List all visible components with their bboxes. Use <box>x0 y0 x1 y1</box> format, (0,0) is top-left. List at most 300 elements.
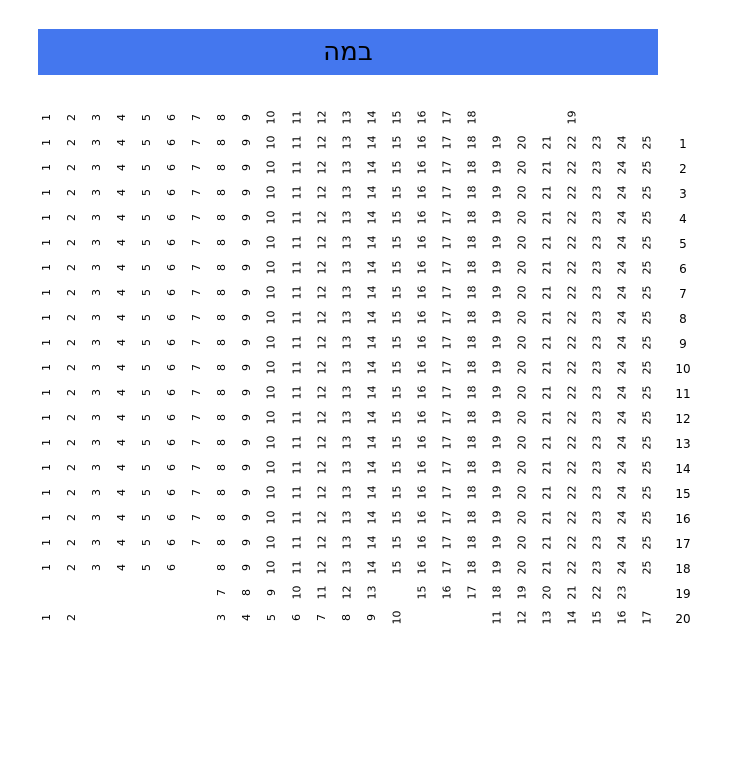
seat[interactable] <box>436 206 458 228</box>
seat[interactable] <box>536 156 558 178</box>
seat[interactable] <box>561 556 583 578</box>
seat[interactable] <box>35 131 57 153</box>
seat[interactable] <box>636 506 658 528</box>
seat[interactable] <box>60 131 82 153</box>
seat[interactable] <box>361 381 383 403</box>
seat[interactable] <box>486 256 508 278</box>
seat[interactable] <box>436 356 458 378</box>
seat[interactable] <box>135 231 157 253</box>
seat[interactable] <box>361 106 383 128</box>
seat[interactable] <box>185 281 207 303</box>
seat[interactable] <box>286 381 308 403</box>
seat[interactable] <box>461 306 483 328</box>
seat[interactable] <box>586 431 608 453</box>
seat[interactable] <box>386 231 408 253</box>
seat[interactable] <box>586 131 608 153</box>
seat[interactable] <box>411 331 433 353</box>
seat[interactable] <box>311 506 333 528</box>
seat[interactable] <box>110 331 132 353</box>
seat[interactable] <box>436 281 458 303</box>
seat[interactable] <box>361 506 383 528</box>
seat[interactable] <box>411 156 433 178</box>
seat[interactable] <box>160 431 182 453</box>
seat[interactable] <box>185 156 207 178</box>
seat[interactable] <box>35 456 57 478</box>
seat[interactable] <box>361 431 383 453</box>
seat[interactable] <box>536 406 558 428</box>
seat[interactable] <box>35 531 57 553</box>
seat[interactable] <box>235 556 257 578</box>
seat[interactable] <box>436 431 458 453</box>
seat[interactable] <box>286 406 308 428</box>
seat[interactable] <box>536 506 558 528</box>
seat[interactable] <box>611 456 633 478</box>
seat[interactable] <box>636 306 658 328</box>
seat[interactable] <box>411 256 433 278</box>
seat[interactable] <box>286 256 308 278</box>
seat[interactable] <box>586 481 608 503</box>
seat[interactable] <box>486 606 508 628</box>
seat[interactable] <box>561 331 583 353</box>
seat[interactable] <box>260 556 282 578</box>
seat[interactable] <box>286 506 308 528</box>
seat[interactable] <box>235 281 257 303</box>
seat[interactable] <box>386 331 408 353</box>
seat[interactable] <box>436 406 458 428</box>
seat[interactable] <box>436 531 458 553</box>
seat[interactable] <box>511 156 533 178</box>
seat[interactable] <box>235 231 257 253</box>
seat[interactable] <box>536 231 558 253</box>
seat[interactable] <box>511 181 533 203</box>
seat[interactable] <box>386 256 408 278</box>
seat[interactable] <box>561 431 583 453</box>
seat[interactable] <box>210 581 232 603</box>
seat[interactable] <box>235 381 257 403</box>
seat[interactable] <box>135 456 157 478</box>
seat[interactable] <box>85 356 107 378</box>
seat[interactable] <box>85 181 107 203</box>
seat[interactable] <box>561 581 583 603</box>
seat[interactable] <box>185 181 207 203</box>
seat[interactable] <box>286 531 308 553</box>
seat[interactable] <box>361 456 383 478</box>
seat[interactable] <box>486 556 508 578</box>
seat[interactable] <box>210 156 232 178</box>
seat[interactable] <box>411 306 433 328</box>
seat[interactable] <box>561 106 583 128</box>
seat[interactable] <box>336 306 358 328</box>
seat[interactable] <box>586 581 608 603</box>
seat[interactable] <box>286 456 308 478</box>
seat[interactable] <box>636 156 658 178</box>
seat[interactable] <box>160 456 182 478</box>
seat[interactable] <box>311 256 333 278</box>
seat[interactable] <box>411 106 433 128</box>
seat[interactable] <box>85 406 107 428</box>
seat[interactable] <box>260 531 282 553</box>
seat[interactable] <box>636 331 658 353</box>
seat[interactable] <box>85 306 107 328</box>
seat[interactable] <box>110 531 132 553</box>
seat[interactable] <box>85 381 107 403</box>
seat[interactable] <box>60 281 82 303</box>
seat[interactable] <box>486 406 508 428</box>
seat[interactable] <box>60 606 82 628</box>
seat[interactable] <box>486 581 508 603</box>
seat[interactable] <box>160 181 182 203</box>
seat[interactable] <box>636 256 658 278</box>
seat[interactable] <box>160 531 182 553</box>
seat[interactable] <box>361 606 383 628</box>
seat[interactable] <box>286 106 308 128</box>
seat[interactable] <box>636 381 658 403</box>
seat[interactable] <box>185 206 207 228</box>
seat[interactable] <box>361 256 383 278</box>
seat[interactable] <box>260 231 282 253</box>
seat[interactable] <box>135 481 157 503</box>
seat[interactable] <box>85 131 107 153</box>
seat[interactable] <box>35 381 57 403</box>
seat[interactable] <box>511 506 533 528</box>
seat[interactable] <box>486 131 508 153</box>
seat[interactable] <box>336 106 358 128</box>
seat[interactable] <box>411 231 433 253</box>
seat[interactable] <box>311 131 333 153</box>
seat[interactable] <box>235 131 257 153</box>
seat[interactable] <box>60 306 82 328</box>
seat[interactable] <box>235 506 257 528</box>
seat[interactable] <box>260 256 282 278</box>
seat[interactable] <box>611 306 633 328</box>
seat[interactable] <box>361 231 383 253</box>
seat[interactable] <box>586 231 608 253</box>
seat[interactable] <box>260 206 282 228</box>
seat[interactable] <box>286 606 308 628</box>
seat[interactable] <box>35 231 57 253</box>
seat[interactable] <box>160 556 182 578</box>
seat[interactable] <box>561 206 583 228</box>
seat[interactable] <box>35 606 57 628</box>
seat[interactable] <box>586 281 608 303</box>
seat[interactable] <box>85 156 107 178</box>
seat[interactable] <box>411 356 433 378</box>
seat[interactable] <box>210 531 232 553</box>
seat[interactable] <box>461 256 483 278</box>
seat[interactable] <box>461 156 483 178</box>
seat[interactable] <box>411 181 433 203</box>
seat[interactable] <box>60 431 82 453</box>
seat[interactable] <box>386 306 408 328</box>
seat[interactable] <box>260 456 282 478</box>
seat[interactable] <box>436 156 458 178</box>
seat[interactable] <box>586 381 608 403</box>
seat[interactable] <box>636 231 658 253</box>
seat[interactable] <box>536 531 558 553</box>
seat[interactable] <box>486 181 508 203</box>
seat[interactable] <box>586 556 608 578</box>
seat[interactable] <box>386 606 408 628</box>
seat[interactable] <box>235 256 257 278</box>
seat[interactable] <box>511 381 533 403</box>
seat[interactable] <box>336 481 358 503</box>
seat[interactable] <box>536 206 558 228</box>
seat[interactable] <box>60 231 82 253</box>
seat[interactable] <box>636 606 658 628</box>
seat[interactable] <box>60 331 82 353</box>
seat[interactable] <box>461 356 483 378</box>
seat[interactable] <box>260 106 282 128</box>
seat[interactable] <box>135 206 157 228</box>
seat[interactable] <box>636 356 658 378</box>
seat[interactable] <box>286 556 308 578</box>
seat[interactable] <box>611 406 633 428</box>
seat[interactable] <box>235 106 257 128</box>
seat[interactable] <box>461 556 483 578</box>
seat[interactable] <box>235 606 257 628</box>
seat[interactable] <box>235 331 257 353</box>
seat[interactable] <box>210 331 232 353</box>
seat[interactable] <box>185 106 207 128</box>
seat[interactable] <box>511 331 533 353</box>
seat[interactable] <box>461 106 483 128</box>
seat[interactable] <box>260 281 282 303</box>
seat[interactable] <box>486 231 508 253</box>
seat[interactable] <box>536 356 558 378</box>
seat[interactable] <box>636 181 658 203</box>
seat[interactable] <box>135 331 157 353</box>
seat[interactable] <box>486 331 508 353</box>
seat[interactable] <box>35 106 57 128</box>
seat[interactable] <box>336 581 358 603</box>
seat[interactable] <box>286 181 308 203</box>
seat[interactable] <box>235 531 257 553</box>
seat[interactable] <box>210 256 232 278</box>
seat[interactable] <box>260 131 282 153</box>
seat[interactable] <box>411 406 433 428</box>
seat[interactable] <box>536 256 558 278</box>
seat[interactable] <box>386 531 408 553</box>
seat[interactable] <box>636 206 658 228</box>
seat[interactable] <box>260 156 282 178</box>
seat[interactable] <box>160 331 182 353</box>
seat[interactable] <box>110 456 132 478</box>
seat[interactable] <box>336 406 358 428</box>
seat[interactable] <box>611 381 633 403</box>
seat[interactable] <box>260 481 282 503</box>
seat[interactable] <box>486 531 508 553</box>
seat[interactable] <box>110 356 132 378</box>
seat[interactable] <box>411 281 433 303</box>
seat[interactable] <box>160 156 182 178</box>
seat[interactable] <box>85 256 107 278</box>
seat[interactable] <box>411 531 433 553</box>
seat[interactable] <box>436 231 458 253</box>
seat[interactable] <box>461 406 483 428</box>
seat[interactable] <box>110 506 132 528</box>
seat[interactable] <box>511 556 533 578</box>
seat[interactable] <box>386 181 408 203</box>
seat[interactable] <box>511 531 533 553</box>
seat[interactable] <box>135 256 157 278</box>
seat[interactable] <box>436 581 458 603</box>
seat[interactable] <box>260 406 282 428</box>
seat[interactable] <box>135 406 157 428</box>
seat[interactable] <box>511 131 533 153</box>
seat[interactable] <box>386 481 408 503</box>
seat[interactable] <box>511 456 533 478</box>
seat[interactable] <box>110 406 132 428</box>
seat[interactable] <box>361 406 383 428</box>
seat[interactable] <box>511 206 533 228</box>
seat[interactable] <box>511 606 533 628</box>
seat[interactable] <box>260 431 282 453</box>
seat[interactable] <box>586 156 608 178</box>
seat[interactable] <box>511 356 533 378</box>
seat[interactable] <box>586 506 608 528</box>
seat[interactable] <box>286 306 308 328</box>
seat[interactable] <box>561 356 583 378</box>
seat[interactable] <box>361 306 383 328</box>
seat[interactable] <box>611 256 633 278</box>
seat[interactable] <box>160 356 182 378</box>
seat[interactable] <box>586 306 608 328</box>
seat[interactable] <box>561 456 583 478</box>
seat[interactable] <box>461 456 483 478</box>
seat[interactable] <box>135 281 157 303</box>
seat[interactable] <box>185 531 207 553</box>
seat[interactable] <box>561 256 583 278</box>
seat[interactable] <box>135 531 157 553</box>
seat[interactable] <box>135 506 157 528</box>
seat[interactable] <box>185 481 207 503</box>
seat[interactable] <box>411 581 433 603</box>
seat[interactable] <box>60 256 82 278</box>
seat[interactable] <box>185 356 207 378</box>
seat[interactable] <box>561 156 583 178</box>
seat[interactable] <box>210 231 232 253</box>
seat[interactable] <box>436 106 458 128</box>
seat[interactable] <box>586 256 608 278</box>
seat[interactable] <box>611 356 633 378</box>
seat[interactable] <box>235 156 257 178</box>
seat[interactable] <box>60 206 82 228</box>
seat[interactable] <box>311 106 333 128</box>
seat[interactable] <box>260 381 282 403</box>
seat[interactable] <box>361 531 383 553</box>
seat[interactable] <box>336 131 358 153</box>
seat[interactable] <box>160 106 182 128</box>
seat[interactable] <box>110 481 132 503</box>
seat[interactable] <box>611 281 633 303</box>
seat[interactable] <box>511 256 533 278</box>
seat[interactable] <box>210 506 232 528</box>
seat[interactable] <box>636 481 658 503</box>
seat[interactable] <box>185 431 207 453</box>
seat[interactable] <box>586 456 608 478</box>
seat[interactable] <box>386 506 408 528</box>
seat[interactable] <box>110 181 132 203</box>
seat[interactable] <box>336 356 358 378</box>
seat[interactable] <box>411 556 433 578</box>
seat[interactable] <box>85 506 107 528</box>
seat[interactable] <box>436 381 458 403</box>
seat[interactable] <box>411 131 433 153</box>
seat[interactable] <box>110 281 132 303</box>
seat[interactable] <box>311 431 333 453</box>
seat[interactable] <box>235 306 257 328</box>
seat[interactable] <box>85 481 107 503</box>
seat[interactable] <box>210 131 232 153</box>
seat[interactable] <box>160 481 182 503</box>
seat[interactable] <box>486 206 508 228</box>
seat[interactable] <box>386 431 408 453</box>
seat[interactable] <box>160 306 182 328</box>
seat[interactable] <box>461 481 483 503</box>
seat[interactable] <box>436 456 458 478</box>
seat[interactable] <box>361 581 383 603</box>
seat[interactable] <box>260 356 282 378</box>
seat[interactable] <box>511 231 533 253</box>
seat[interactable] <box>636 406 658 428</box>
seat[interactable] <box>135 181 157 203</box>
seat[interactable] <box>286 331 308 353</box>
seat[interactable] <box>561 131 583 153</box>
seat[interactable] <box>311 206 333 228</box>
seat[interactable] <box>486 356 508 378</box>
seat[interactable] <box>185 456 207 478</box>
seat[interactable] <box>110 556 132 578</box>
seat[interactable] <box>210 431 232 453</box>
seat[interactable] <box>311 406 333 428</box>
seat[interactable] <box>311 381 333 403</box>
seat[interactable] <box>160 281 182 303</box>
seat[interactable] <box>235 356 257 378</box>
seat[interactable] <box>611 556 633 578</box>
seat[interactable] <box>311 556 333 578</box>
seat[interactable] <box>336 606 358 628</box>
seat[interactable] <box>361 181 383 203</box>
seat[interactable] <box>436 481 458 503</box>
seat[interactable] <box>611 606 633 628</box>
seat[interactable] <box>586 331 608 353</box>
seat[interactable] <box>311 606 333 628</box>
seat[interactable] <box>611 331 633 353</box>
seat[interactable] <box>85 556 107 578</box>
seat[interactable] <box>286 206 308 228</box>
seat[interactable] <box>260 581 282 603</box>
seat[interactable] <box>311 181 333 203</box>
seat[interactable] <box>461 181 483 203</box>
seat[interactable] <box>185 331 207 353</box>
seat[interactable] <box>286 356 308 378</box>
seat[interactable] <box>361 131 383 153</box>
seat[interactable] <box>386 206 408 228</box>
seat[interactable] <box>210 481 232 503</box>
seat[interactable] <box>611 531 633 553</box>
seat[interactable] <box>185 406 207 428</box>
seat[interactable] <box>336 156 358 178</box>
seat[interactable] <box>35 256 57 278</box>
seat[interactable] <box>411 381 433 403</box>
seat[interactable] <box>135 431 157 453</box>
seat[interactable] <box>411 481 433 503</box>
seat[interactable] <box>511 581 533 603</box>
seat[interactable] <box>185 306 207 328</box>
seat[interactable] <box>611 481 633 503</box>
seat[interactable] <box>311 281 333 303</box>
seat[interactable] <box>586 206 608 228</box>
